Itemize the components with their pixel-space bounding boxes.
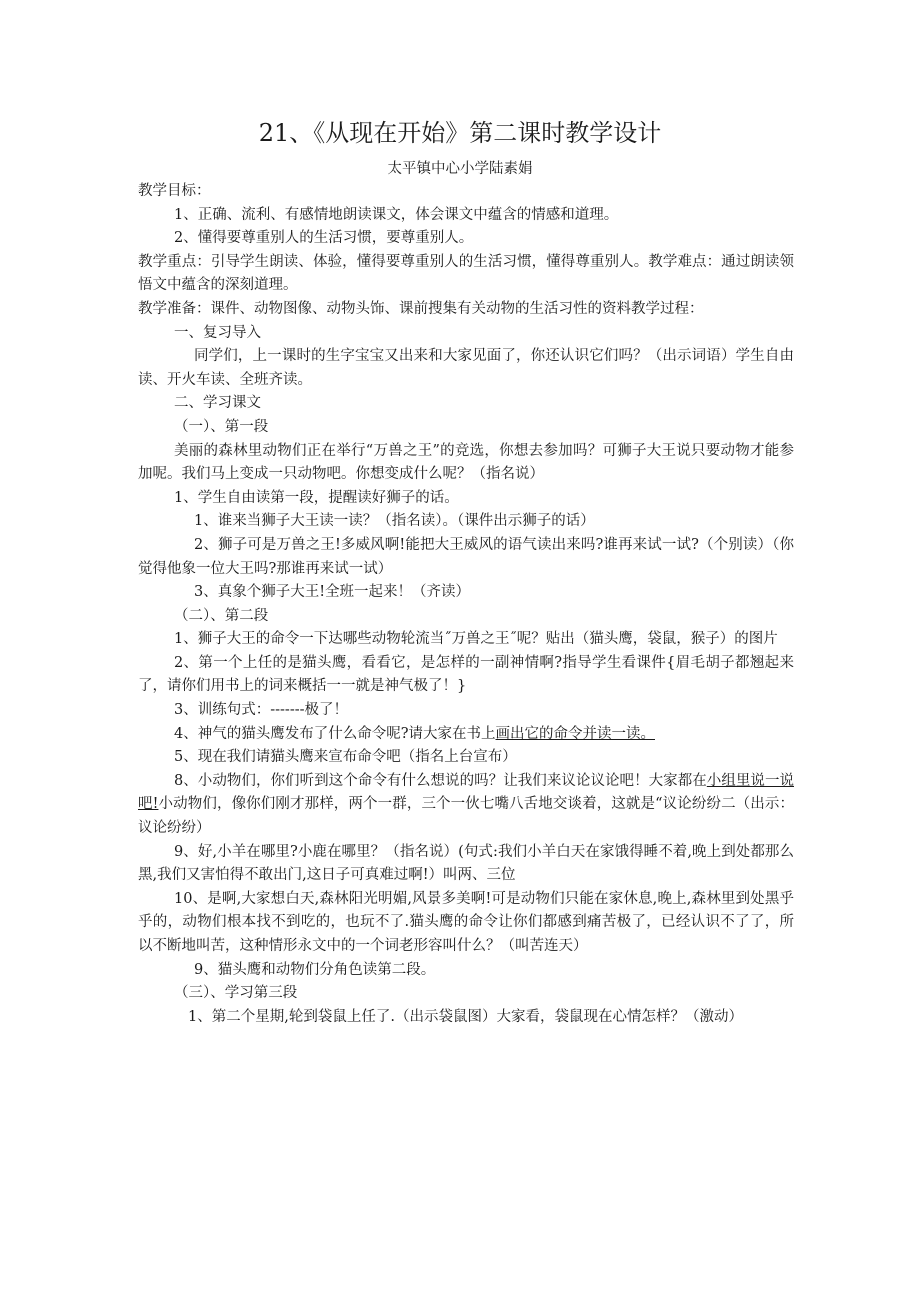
part-2-step-9b: 9、猫头鹰和动物们分角色读第二段。 — [194, 961, 436, 978]
part-1-intro: 美丽的森林里动物们正在举行“万兽之王”的竞选，你想去参加吗？可狮子大王说只要动物才能参加呢。我们马上变成一只动物吧。你想变成什么呢？（指名说） — [138, 442, 794, 483]
part-2-step-3: 3、训练句式：-------极了！ — [174, 702, 349, 719]
part-2-step-8 — [138, 770, 794, 841]
part-2-step-5: 5、现在我们请猫头鹰来宣布命令吧（指名上台宣布） — [174, 749, 517, 766]
part-1-heading: （一）、第一段 — [174, 418, 269, 435]
part-3-heading: （三）、学习第三段 — [174, 985, 298, 1002]
part-1-sub-3: 3、真象个狮子大王!全班一起来！（齐读） — [194, 584, 471, 601]
part-2-step-10: 10、是啊,大家想白天,森林阳光明媚,风景多美啊!可是动物们只能在家休息,晚上,森林里到处黑乎乎的，动物们根本找不到吃的，也玩不了.猫头鹰的命令让你们都感到痛苦极了，已经认识不了了，所以不断地叫苦，这种情形永文中的一个词老形容叫什么？（叫苦连天） — [138, 890, 794, 954]
part-2-step-2: 2、第一个上任的是猫头鹰，看看它，是怎样的一副神情啊?指导学生看课件{眉毛胡子都翘起来了，请你们用书上的词来概括一一就是神气极了！} — [138, 654, 794, 695]
part-3-step-1: 1、第二个星期,轮到袋鼠上任了.（出示袋鼠图）大家看，袋鼠现在心情怎样？（激动） — [188, 1008, 743, 1025]
part-1-sub-1: 1、谁来当狮子大王读一读？（指名读）。（课件出示狮子的话） — [194, 513, 595, 530]
part-2-step-1: 1、狮子大王的命令一下达哪些动物轮流当˝万兽之王˝呢？贴出（猫头鹰，袋鼠，猴子）的图片 — [174, 631, 778, 648]
part-2-heading: （二）、第二段 — [174, 607, 269, 624]
part-2-step-4 — [138, 723, 794, 747]
part-2-step-8-text-a: 8、小动物们，你们听到这个命令有什么想说的吗？让我们来议论议论吧！大家都在 — [174, 772, 707, 789]
part-2-step-9: 9、好,小羊在哪里?小鹿在哪里？（指名说）(句式:我们小羊白天在家饿得睡不着,晚上到处都那么黑,我们又害怕得不敢出门,这日子可真难过啊!）叫两、三位 — [138, 843, 794, 884]
review-text: 同学们，上一课时的生字宝宝又出来和大家见面了，你还认识它们吗？（出示词语）学生自由读、开火车读、全班齐读。 — [138, 348, 794, 388]
document-body — [138, 180, 794, 1029]
objective-2: 2、懂得要尊重别人的生活习惯，要尊重别人。 — [174, 230, 474, 247]
document-title: 21、《从现在开始》第二课时教学设计 — [258, 119, 662, 147]
objective-1: 1、正确、流利、有感情地朗读课文，体会课文中蕴含的情感和道理。 — [174, 206, 619, 223]
objectives-heading: 教学目标： — [138, 183, 211, 199]
key-points: 教学重点：引导学生朗读、体验，懂得要尊重别人的生活习惯，懂得尊重别人。教学难点：通过朗读领悟文中蕴含的深刻道理。 — [138, 253, 794, 294]
part-2-step-4-underlined: 画出它的命令并读一读。 — [495, 725, 655, 742]
part-1-sub-2: 2、狮子可是万兽之王!多威风啊!能把大王威风的语气读出来吗?谁再来试一试?（个别读）（你觉得他象一位大王吗?那谁再来试一试） — [138, 536, 794, 577]
preparation: 教学准备：课件、动物图像、动物头饰、课前搜集有关动物的生活习性的资料教学过程： — [138, 300, 704, 317]
part-2-step-4-text: 4、神气的猫头鹰发布了什么命令呢?请大家在书上 — [174, 725, 496, 742]
section-1-heading: 一、复习导入 — [174, 324, 261, 341]
part-2-step-8-underlined: 小组里说一说吧! — [138, 772, 794, 813]
part-2-step-8-text-c: 小动物们，像你们刚才那样，两个一群，三个一伙七嘴八舌地交谈着，这就是“议论纷纷二（出示：议论纷纷） — [138, 796, 794, 837]
section-2-heading: 二、学习课文 — [174, 395, 261, 412]
document-author: 太平镇中心小学陆素娟 — [387, 161, 533, 177]
part-1-step-1: 1、学生自由读第一段，提醒读好狮子的话。 — [174, 489, 459, 506]
